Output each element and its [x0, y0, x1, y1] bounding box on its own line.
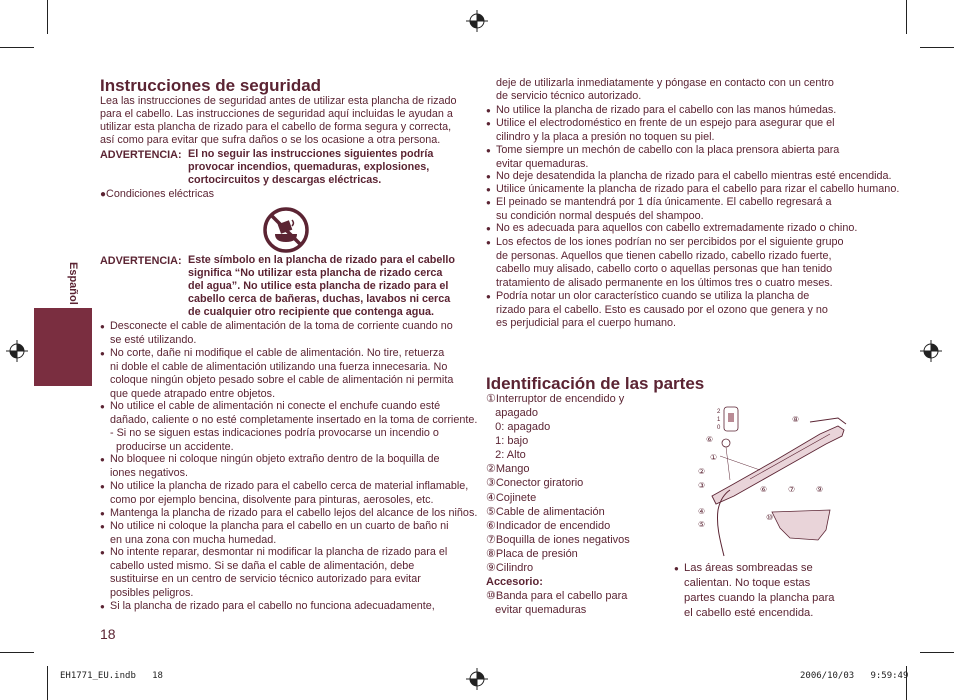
list-item-line: - Si no se siguen estas indicaciones podría provocarse un incendio o [110, 427, 439, 440]
list-item-line: ● No es adecuada para aquellos con cabello extremadamente rizado o chino. [496, 222, 858, 234]
label-9: ⑨ [816, 485, 824, 494]
intro-line: para el cabello. Las instrucciones de seguridad aquí incluidas le ayudan a [100, 108, 453, 120]
part-item: ⑧Placa de presión [486, 548, 578, 560]
list-item-line: de personas. Aquellos que tienen cabello rizado, cabello rizado fuerte, [496, 249, 832, 262]
list-item [486, 170, 892, 184]
list-item-line: ● No corte, dañe ni modifique el cable de alimentación. No tire, retuerza [110, 347, 445, 359]
list-item-line: que quede atrapado entre objetos. [110, 387, 276, 400]
label-7: ⑦ [788, 485, 796, 494]
part-item: ④Cojinete [486, 492, 537, 504]
label-5: ⑤ [698, 520, 706, 529]
intro-line: utilizar esta plancha de rizado para el cabello de forma segura y correcta, [100, 121, 452, 133]
registration-mark-icon [6, 340, 28, 362]
list-item-line: se esté utilizando. [110, 333, 197, 346]
list-item-line: sustituirse en un centro de servicio técnico autorizado para evitar [110, 573, 421, 586]
list-item-line: ● Tome siempre un mechón de cabello con la placa prensora abierta para [496, 144, 840, 156]
footer-datetime: 2006/10/03 9:59:49 [800, 671, 909, 681]
label-10: ⑩ [766, 513, 774, 522]
parts-title: Identificación de las partes [486, 374, 705, 393]
note-line: ● Las áreas sombreadas se [684, 562, 813, 574]
list-item-line: cilindro y la placa a presión no toquen su piel. [496, 130, 715, 143]
list-item-line: evitar quemaduras. [496, 157, 589, 170]
list-item-line: coloque ningún objeto pesado sobre el cable de alimentación ni permita [110, 374, 454, 387]
list-item-line: ni doble el cable de alimentación utilizando una fuerza innecesaria. No [110, 360, 448, 373]
switch-label-1: 1 [717, 417, 721, 423]
list-item [100, 520, 449, 547]
warning-text: cortocircuitos y descargas eléctricas. [188, 174, 382, 186]
part-item: ①Interruptor de encendido y [486, 393, 625, 405]
list-item-line: su condición normal después del shampoo. [496, 209, 704, 222]
section-tab-label: Español [67, 262, 79, 305]
crop-mark [0, 652, 34, 653]
list-item-line: ● No utilice la plancha de rizado para el cabello con las manos húmedas. [496, 104, 837, 116]
warning-label: ADVERTENCIA: [100, 255, 182, 267]
switch-label-0: 0 [717, 425, 721, 431]
label-3: ③ [698, 481, 706, 490]
warning-text: significa “No utilizar esta plancha de rizado cerca [188, 267, 443, 279]
continuation-line: de servicio técnico autorizado. [496, 90, 642, 102]
warning-text: Este símbolo en la plancha de rizado para el cabello [188, 254, 456, 266]
switch-label-2: 2 [717, 409, 721, 415]
label-x: ⑥ [760, 485, 768, 494]
label-4: ④ [698, 507, 706, 516]
part-item: 1: bajo [486, 435, 529, 447]
continuation-line: deje de utilizarla inmediatamente y póngase en contacto con un centro [496, 77, 834, 89]
curling-iron-diagram [690, 400, 860, 560]
intro-line: Lea las instrucciones de seguridad antes de utilizar esta plancha de rizado [100, 95, 457, 107]
list-item-line: ● No deje desatendida la plancha de rizado para el cabello mientras esté encendida. [496, 170, 892, 182]
bullet-icon: ● [100, 189, 107, 200]
part-item: evitar quemaduras [486, 604, 587, 616]
part-item: 2: Alto [486, 449, 526, 461]
warning-text: de cualquier otro recipiente que contenga agua. [188, 306, 434, 318]
list-item [486, 104, 836, 118]
list-item-line: ● Si la plancha de rizado para el cabello no funciona adecuadamente, [110, 600, 435, 612]
part-item: ⑨Cilindro [486, 562, 534, 574]
crop-mark [920, 652, 954, 653]
no-water-symbol-icon [262, 206, 310, 254]
list-item [100, 453, 440, 480]
list-item-line: dañado, caliente o no esté completamente insertado en la toma de corriente. [110, 413, 478, 426]
list-item [486, 222, 857, 236]
list-item [100, 400, 477, 454]
list-item [486, 196, 832, 223]
part-item: ⑦Boquilla de iones negativos [486, 534, 630, 546]
list-item-line: ● No utilice ni coloque la plancha para el cabello en un cuarto de baño ni [110, 520, 449, 532]
label-6: ⑥ [706, 435, 714, 444]
crop-mark [906, 0, 907, 34]
note-line: el cabello esté encendida. [684, 607, 814, 619]
list-item-line: ● No intente reparar, desmontar ni modificar la plancha de rizado para el [110, 546, 448, 558]
registration-mark-icon [466, 10, 488, 32]
list-item-line: ● Podría notar un olor característico cuando se utiliza la plancha de [496, 290, 810, 302]
list-item-line: como por ejemplo bencina, disolvente para pinturas, aerosoles, etc. [110, 493, 434, 506]
list-item [100, 320, 453, 347]
list-item-line: es perjudicial para el cuerpo humano. [496, 317, 677, 330]
part-item: ③Conector giratorio [486, 477, 584, 489]
part-item: ⑤Cable de alimentación [486, 506, 605, 518]
list-item [100, 507, 477, 521]
label-8: ⑧ [792, 415, 800, 424]
part-item: 0: apagado [486, 421, 551, 433]
list-item-line: en una zona con mucha humedad. [110, 533, 277, 546]
part-item: apagado [486, 407, 538, 419]
list-item [486, 236, 844, 290]
list-item [100, 600, 435, 614]
list-item-line: cabello muy alisado, cabello corto o aquellas personas que han tenido [496, 263, 833, 276]
crop-mark [47, 666, 48, 700]
note-line: calientan. No toque estas [684, 577, 811, 589]
list-item [486, 117, 835, 144]
footer-file: EH1771_EU.indb 18 [60, 671, 163, 681]
list-item [486, 290, 828, 331]
part-item: ⑩Banda para el cabello para [486, 590, 628, 602]
crop-mark [920, 47, 954, 48]
crop-mark [47, 0, 48, 34]
list-item-line: ● Desconecte el cable de alimentación de la toma de corriente cuando no [110, 320, 453, 332]
warning-label: ADVERTENCIA: [100, 149, 182, 161]
list-item [486, 183, 899, 197]
part-item: ②Mango [486, 463, 530, 475]
list-item-line: rizado para el cabello. Esto es causado por el ozono que genera y no [496, 303, 828, 316]
part-item: ⑥Indicador de encendido [486, 520, 611, 532]
page-number: 18 [100, 626, 116, 642]
list-item-line: ● El peinado se mantendrá por 1 día únicamente. El cabello regresará a [496, 196, 832, 208]
registration-mark-icon [466, 668, 488, 690]
label-1: ① [710, 453, 718, 462]
list-item-line: ● No utilice la plancha de rizado para el cabello cerca de material inflamable, [110, 480, 469, 492]
label-2: ② [698, 467, 706, 476]
list-item-line: ● Utilice el electrodoméstico en frente de un espejo para asegurar que el [496, 117, 835, 129]
list-item-line: cabello usted mismo. Si se daña el cable de alimentación, debe [110, 559, 415, 572]
section-tab [34, 308, 92, 386]
warning-text: El no seguir las instrucciones siguientes podría [188, 148, 434, 160]
crop-mark [0, 47, 34, 48]
registration-mark-icon [920, 340, 942, 362]
list-item-line: producirse un accidente. [110, 440, 234, 453]
list-item [486, 144, 839, 171]
intro-line: así como para evitar que sufra daños o se los ocasione a otra persona. [100, 134, 441, 146]
list-item-line: posibles peligros. [110, 586, 194, 599]
heat-warning-note [674, 561, 835, 621]
warning-text: del agua”. No utilice esta plancha de rizado para el [188, 280, 449, 292]
safety-title: Instrucciones de seguridad [100, 76, 322, 95]
list-item-line: iones negativos. [110, 466, 189, 479]
list-item-line: ● No bloquee ni coloque ningún objeto extraño dentro de la boquilla de [110, 453, 440, 465]
list-item [100, 347, 453, 401]
list-item [100, 480, 468, 507]
conditions-text: Condiciones eléctricas [106, 188, 215, 200]
warning-text: cabello cerca de bañeras, duchas, lavabos ni cerca [188, 293, 451, 305]
list-item-line: tratamiento de alisado permanente en los últimos tres o cuatro meses. [496, 276, 833, 289]
list-item-line: ● Mantenga la plancha de rizado para el cabello lejos del alcance de los niños. [110, 507, 478, 519]
list-item-line: ● Utilice únicamente la plancha de rizado para el cabello para rizar el cabello humano. [496, 183, 900, 195]
list-item [100, 546, 447, 600]
list-item-line: ● No utilice el cable de alimentación ni conecte el enchufe cuando esté [110, 400, 441, 412]
accessory-heading: Accesorio: [486, 576, 543, 588]
warning-text: provocar incendios, quemaduras, explosiones, [188, 161, 430, 173]
list-item-line: ● Los efectos de los iones podrían no ser percibidos por el siguiente grupo [496, 236, 844, 248]
note-line: partes cuando la plancha para [684, 592, 835, 604]
conditions-heading [100, 188, 214, 202]
